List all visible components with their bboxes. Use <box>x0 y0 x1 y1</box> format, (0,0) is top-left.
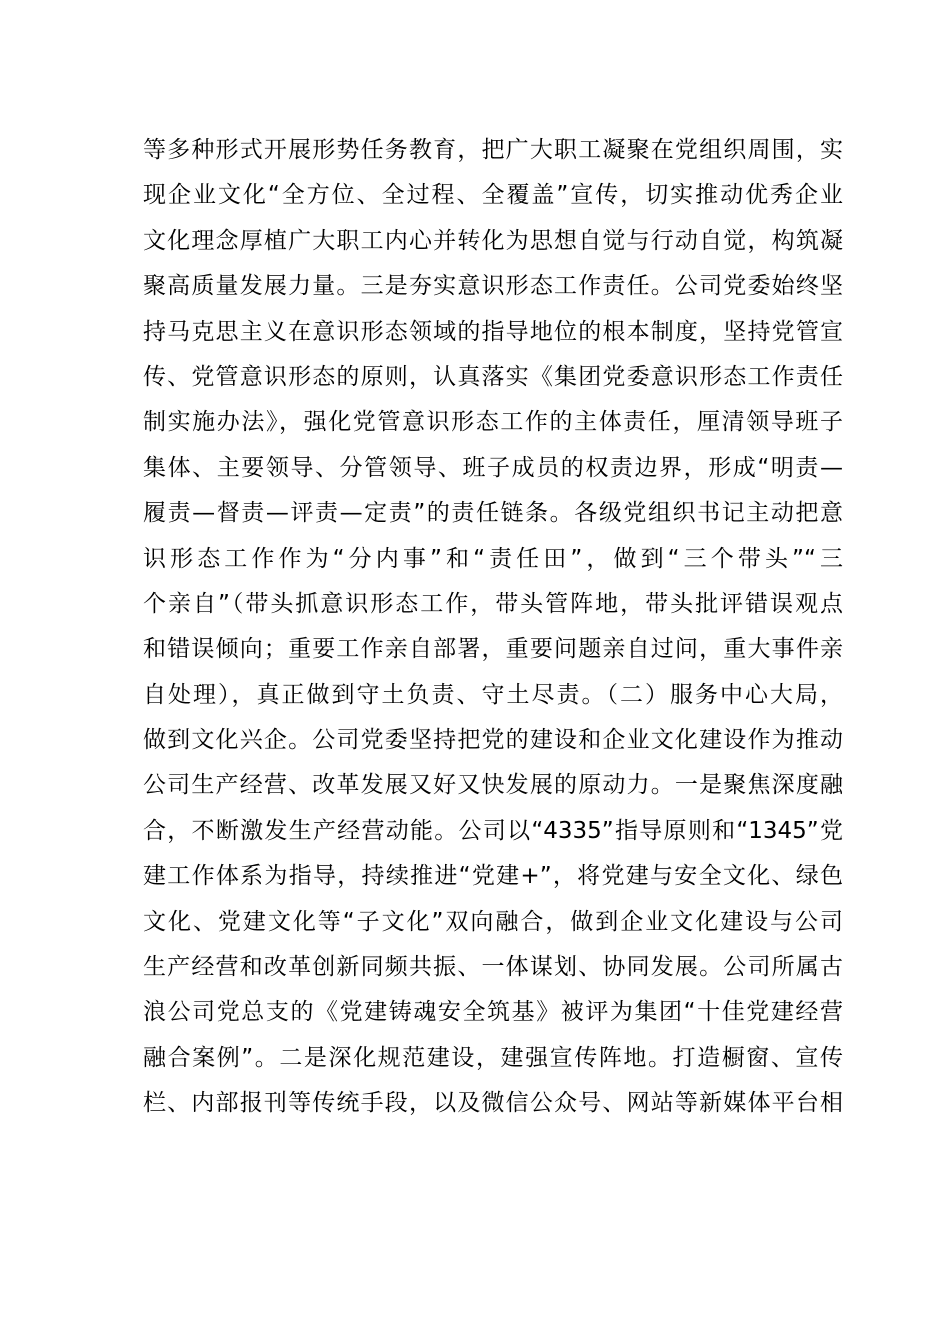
text-line: 合，不断激发生产经营动能。公司以“4335”指导原则和“1345”党 <box>143 817 843 844</box>
text-line: 履责—督责—评责—定责”的责任链条。各级党组织书记主动把意 <box>143 500 843 527</box>
text-line: 制实施办法》，强化党管意识形态工作的主体责任，厘清领导班子 <box>143 409 843 436</box>
text-line: 自处理），真正做到守土负责、守土尽责。（二）服务中心大局， <box>143 681 843 708</box>
text-line: 持马克思主义在意识形态领域的指导地位的根本制度，坚持党管宣 <box>143 318 843 345</box>
text-line: 传、党管意识形态的原则，认真落实《集团党委意识形态工作责任 <box>143 363 843 390</box>
text-line: 栏、内部报刊等传统手段，以及微信公众号、网站等新媒体平台相 <box>143 1090 843 1117</box>
text-line: 现企业文化“全方位、全过程、全覆盖”宣传，切实推动优秀企业 <box>143 182 843 209</box>
text-line: 公司生产经营、改革发展又好又快发展的原动力。一是聚焦深度融 <box>143 772 843 799</box>
text-line: 建工作体系为指导，持续推进“党建+”，将党建与安全文化、绿色 <box>143 863 843 890</box>
text-line: 生产经营和改革创新同频共振、一体谋划、协同发展。公司所属古 <box>143 954 843 981</box>
text-line: 融合案例”。二是深化规范建设，建强宣传阵地。打造橱窗、宣传 <box>143 1044 843 1071</box>
text-line: 和错误倾向；重要工作亲自部署，重要问题亲自过问，重大事件亲 <box>143 636 843 663</box>
body-text <box>143 128 843 1127</box>
text-line: 文化理念厚植广大职工内心并转化为思想自觉与行动自觉，构筑凝 <box>143 227 843 254</box>
text-line: 个亲自”（带头抓意识形态工作，带头管阵地，带头批评错误观点 <box>143 590 843 617</box>
text-line: 集体、主要领导、分管领导、班子成员的权责边界，形成“明责— <box>143 454 843 481</box>
text-line: 做到文化兴企。公司党委坚持把党的建设和企业文化建设作为推动 <box>143 727 843 754</box>
text-line: 聚高质量发展力量。三是夯实意识形态工作责任。公司党委始终坚 <box>143 273 843 300</box>
text-line: 识形态工作作为“分内事”和“责任田”，做到“三个带头”“三 <box>143 545 843 572</box>
text-line: 浪公司党总支的《党建铸魂安全筑基》被评为集团“十佳党建经营 <box>143 999 843 1026</box>
text-line: 等多种形式开展形势任务教育，把广大职工凝聚在党组织周围，实 <box>143 137 843 163</box>
text-line: 文化、党建文化等“子文化”双向融合，做到企业文化建设与公司 <box>143 908 843 935</box>
